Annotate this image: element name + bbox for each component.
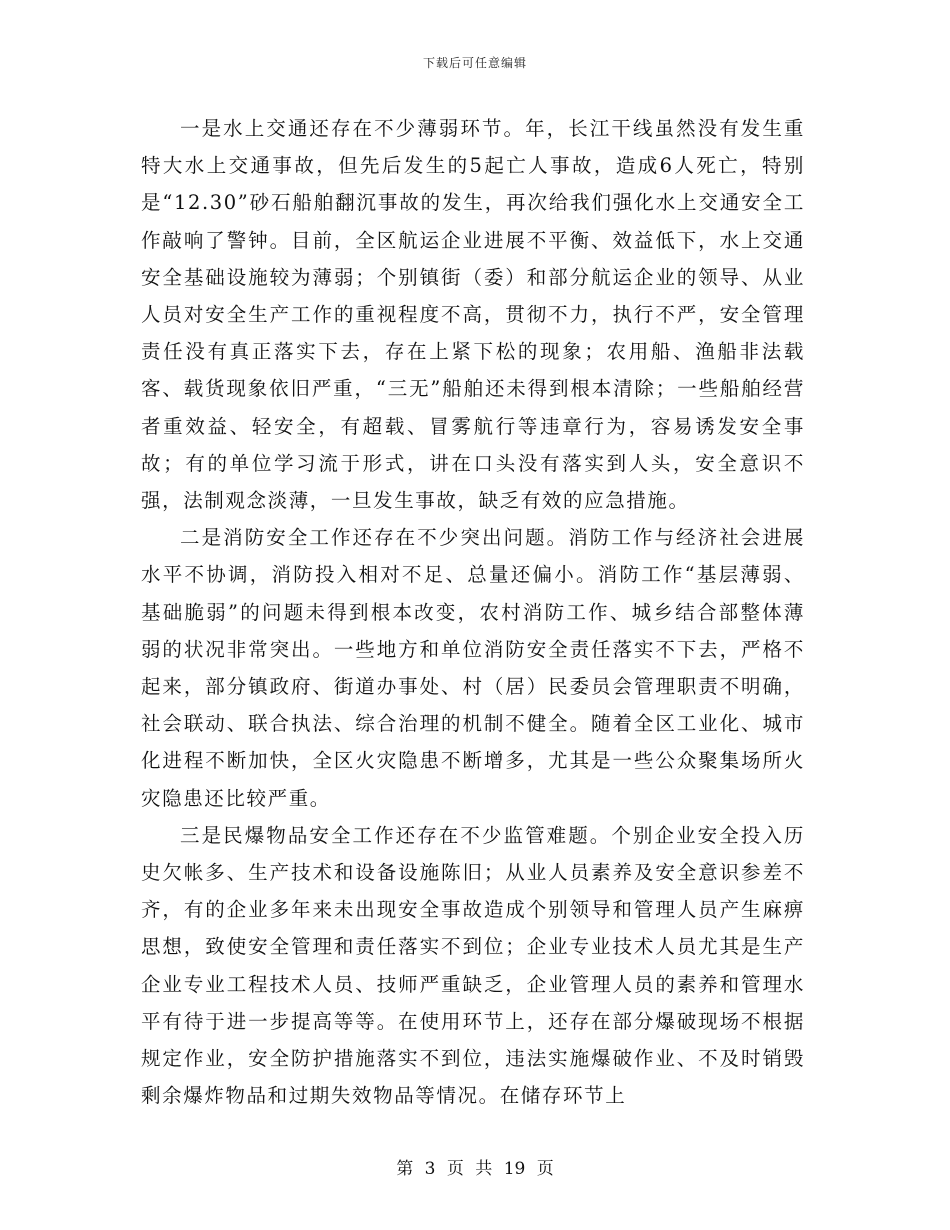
page-header: 下载后可任意编辑 [422, 56, 527, 70]
page-footer: 第 3 页 共 19 页 [396, 1159, 554, 1179]
paragraph-water-traffic: 一是水上交通还存在不少薄弱环节。年，长江干线虽然没有发生重特大水上交通事故，但先后发生的5起亡人事故，造成6人死亡，特别是“12.30”砂石船舶翻沉事故的发生，再次给我们强化水上交通安全工作敲响了警钟。目前，全区航运企业进展不平衡、效益低下，水上交通安全基础设施较为薄弱；个别镇街（委）和部分航运企业的领导、从业人员对安全生产工作的重视程度不高，贯彻不力，执行不严，安全管理责任没有真正落实下去，存在上紧下松的现象；农用船、渔船非法载客、载货现象依旧严重，“三无”船舶还未得到根本清除；一些船舶经营者重效益、轻安全，有超载、冒雾航行等违章行为，容易诱发安全事故；有的单位学习流于形式，讲在口头没有落实到人头，安全意识不强，法制观念淡薄，一旦发生事故，缺乏有效的应急措施。 [141, 117, 805, 513]
paragraph-explosives: 三是民爆物品安全工作还存在不少监管难题。个别企业安全投入历史欠帐多、生产技术和设备设施陈旧；从业人员素养及安全意识参差不齐，有的企业多年来未出现安全事故造成个别领导和管理人员产生麻痹思想，致使安全管理和责任落实不到位；企业专业技术人员尤其是生产企业专业工程技术人员、技师严重缺乏，企业管理人员的素养和管理水平有待于进一步提高等等。在使用环节上，还存在部分爆破现场不根据规定作业，安全防护措施落实不到位，违法实施爆破作业、不及时销毁剩余爆炸物品和过期失效物品等情况。在储存环节上 [141, 823, 805, 1108]
paragraph-fire-safety: 二是消防安全工作还存在不少突出问题。消防工作与经济社会进展水平不协调，消防投入相对不足、总量还偏小。消防工作“基层薄弱、基础脆弱”的问题未得到根本改变，农村消防工作、城乡结合部整体薄弱的状况非常突出。一些地方和单位消防安全责任落实不下去，严格不起来，部分镇政府、街道办事处、村（居）民委员会管理职责不明确，社会联动、联合执法、综合治理的机制不健全。随着全区工业化、城市化进程不断加快，全区火灾隐患不断增多，尤其是一些公众聚集场所火灾隐患还比较严重。 [141, 526, 805, 810]
document-body [141, 110, 805, 1114]
